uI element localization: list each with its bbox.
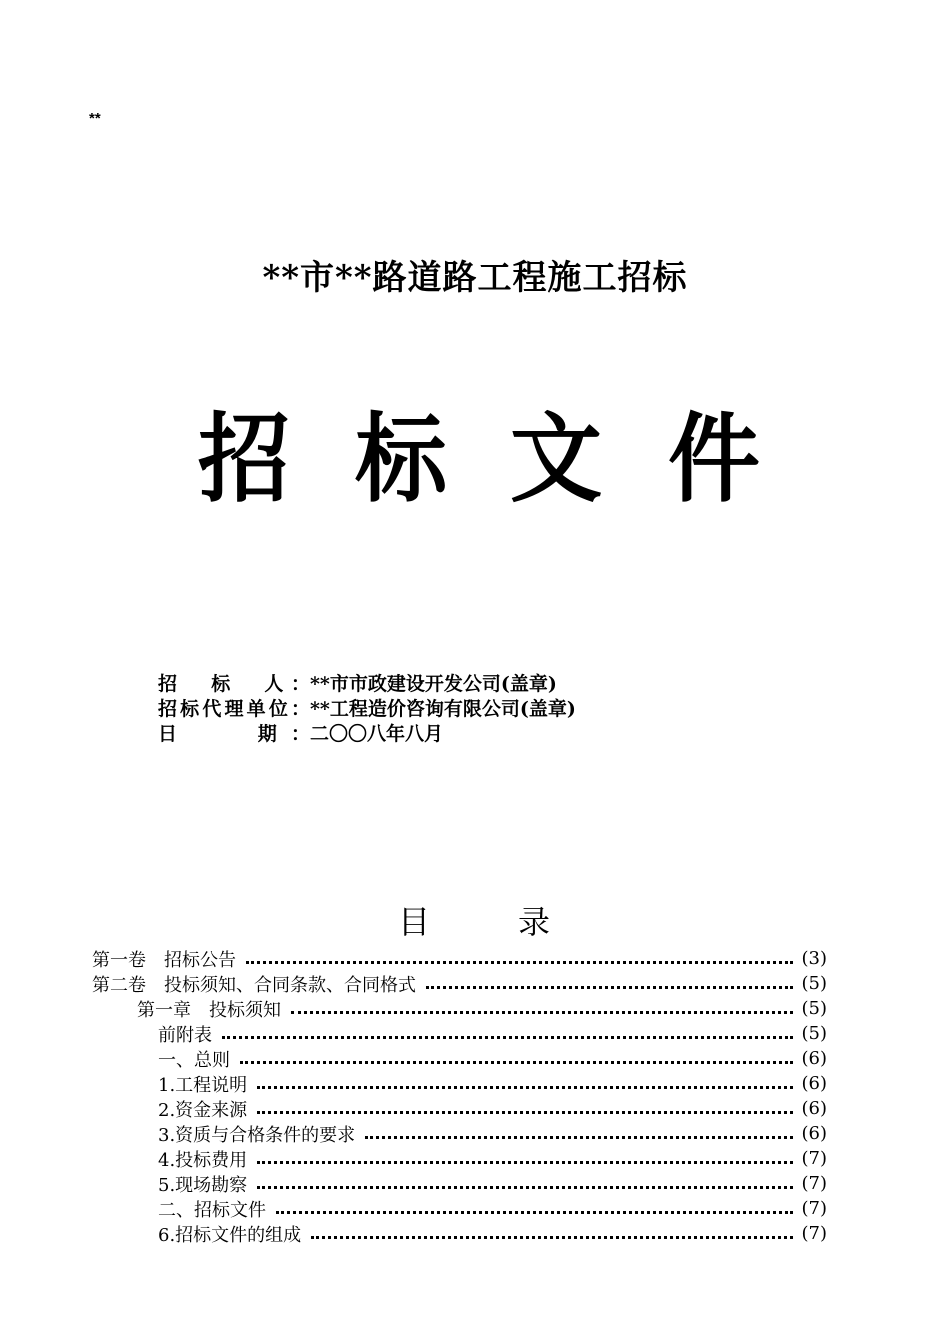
toc-dot-leader [257,1082,793,1089]
document-title-char: 件 [668,403,761,516]
toc-entry-label: 5.现场勘察 [158,1174,248,1196]
tenderer-row [158,672,576,697]
toc-dot-leader [426,982,793,989]
toc-entry-page: (6) [801,1073,827,1094]
header-mark: ** [89,110,101,127]
toc-entry[interactable] [0,1171,827,1196]
toc-entry-label: 前附表 [158,1024,212,1046]
toc-title-char: 录 [518,903,551,941]
date-value: 二〇〇八年八月 [310,723,444,745]
toc-entry-page: (5) [801,998,827,1019]
toc-dot-leader [365,1132,793,1139]
toc-dot-leader [222,1032,793,1039]
toc-entry-page: (5) [801,973,827,994]
toc-dot-leader [257,1157,793,1164]
toc-entry[interactable] [0,1071,827,1096]
toc-entry-label: 2.资金来源 [158,1099,248,1121]
toc-entry-label: 第一卷 招标公告 [92,949,236,971]
document-title-char: 招 [198,403,291,516]
toc-dot-leader [311,1232,793,1239]
project-title: **市**路道路工程施工招标 [262,258,688,298]
issuer-info [158,672,576,747]
toc-entry-label: 4.投标费用 [158,1149,248,1171]
toc-entry-page: (7) [801,1173,827,1194]
date-label: 日 期： [158,723,310,745]
toc-dot-leader [276,1207,793,1214]
table-of-contents [0,946,950,1246]
toc-entry-page: (3) [801,948,827,969]
toc-entry[interactable] [0,1196,827,1221]
toc-entry[interactable] [0,996,827,1021]
agent-label: 招标代理单位： [158,698,310,720]
tenderer-value: **市市政建设开发公司(盖章) [310,673,557,695]
date-row [158,722,576,747]
toc-dot-leader [291,1007,793,1014]
toc-entry-label: 二、招标文件 [158,1199,266,1221]
toc-entry[interactable] [0,1146,827,1171]
toc-entry[interactable] [0,971,827,996]
toc-entry-page: (7) [801,1198,827,1219]
tenderer-label: 招 标 人： [158,673,310,695]
toc-entry[interactable] [0,1021,827,1046]
toc-entry[interactable] [0,1096,827,1121]
document-title [0,395,950,525]
toc-entry-page: (5) [801,1023,827,1044]
toc-entry-label: 第二卷 投标须知、合同条款、合同格式 [92,974,416,996]
toc-entry[interactable] [0,1046,827,1071]
toc-entry-label: 3.资质与合格条件的要求 [158,1124,356,1146]
toc-entry[interactable] [0,1121,827,1146]
toc-entry-page: (6) [801,1048,827,1069]
toc-entry-page: (7) [801,1148,827,1169]
agent-row [158,697,576,722]
toc-title [0,900,950,944]
toc-dot-leader [246,957,793,964]
toc-entry[interactable] [0,1221,827,1246]
agent-value: **工程造价咨询有限公司(盖章) [310,698,576,720]
toc-entry-label: 第一章 投标须知 [137,999,281,1021]
document-title-char: 标 [355,403,448,516]
toc-entry-label: 6.招标文件的组成 [158,1224,302,1246]
toc-dot-leader [257,1107,793,1114]
toc-entry-page: (7) [801,1223,827,1244]
toc-dot-leader [240,1057,793,1064]
toc-entry-label: 一、总则 [158,1049,230,1071]
toc-dot-leader [257,1182,793,1189]
document-title-char: 文 [510,403,603,516]
toc-entry-page: (6) [801,1123,827,1144]
toc-entry[interactable] [0,946,827,971]
toc-entry-page: (6) [801,1098,827,1119]
toc-title-char: 目 [398,903,431,941]
toc-entry-label: 1.工程说明 [158,1074,248,1096]
